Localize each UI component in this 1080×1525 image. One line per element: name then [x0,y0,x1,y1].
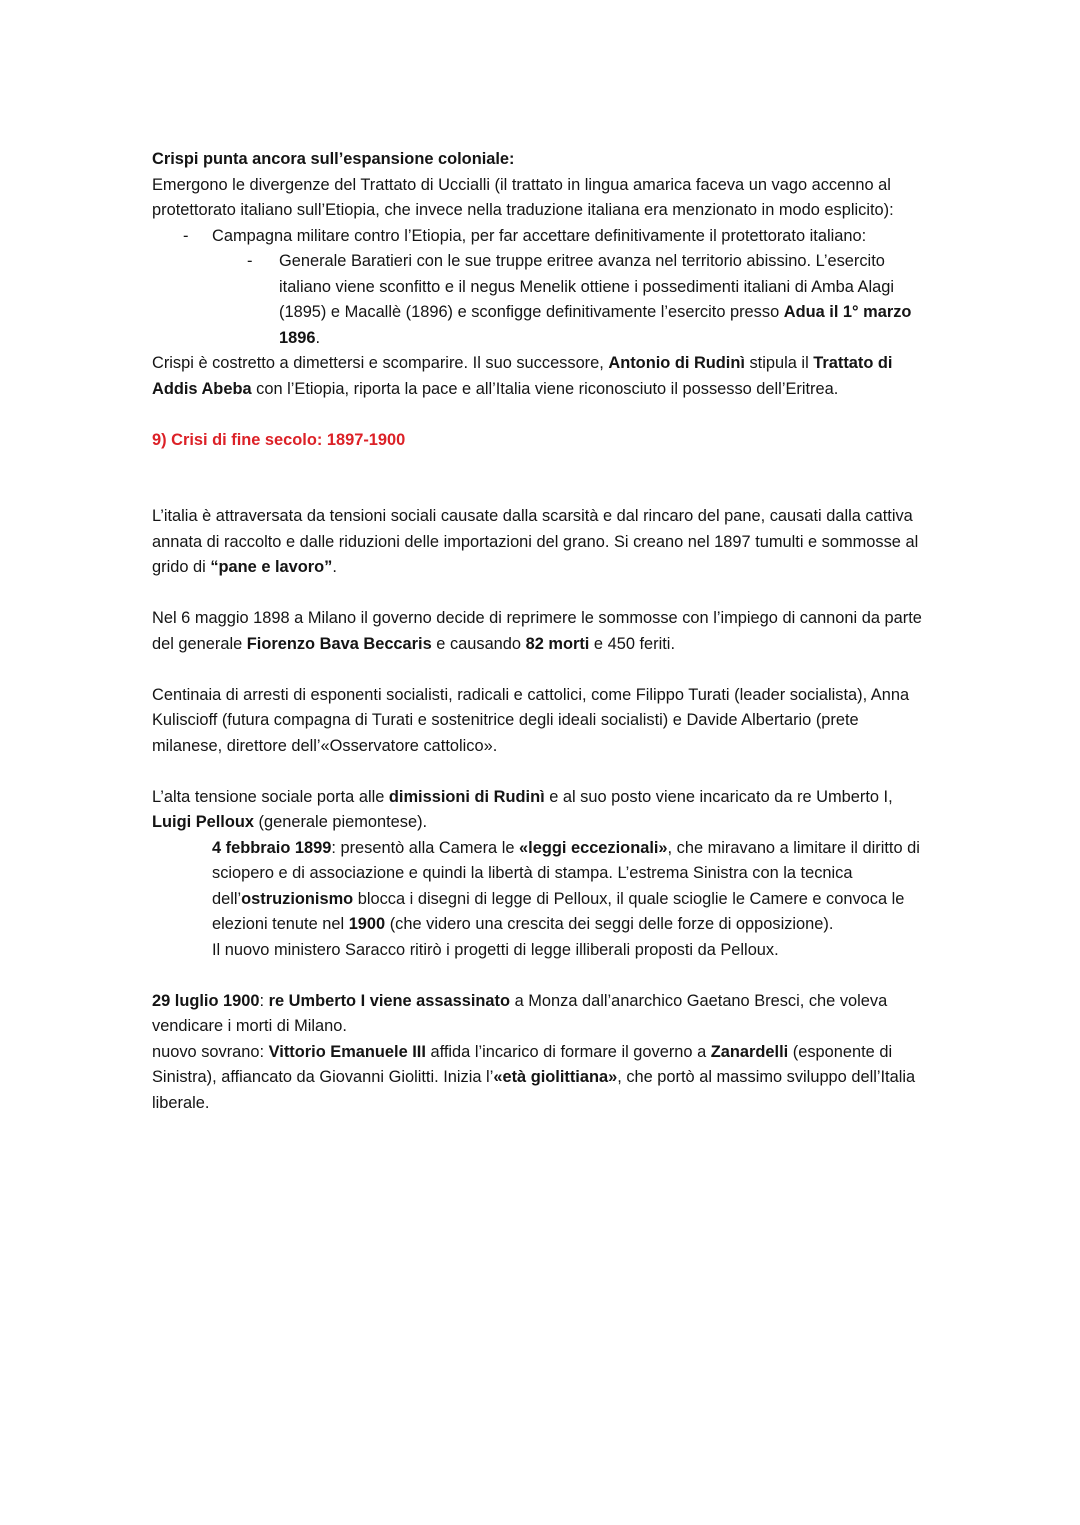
blank-line [152,402,932,428]
paragraph-saracco [212,938,932,964]
text-run-bold: 82 morti [525,634,590,653]
paragraph-uccialli [152,173,932,224]
text-run: , che portò al massimo sviluppo dell’Italia liberale. [152,1068,916,1112]
text-run-bold: «età giolittiana» [493,1068,618,1086]
text-run: L’italia è attraversata da tensioni sociali causate dalla scarsità e dal rincaro del pane, causati dalla cattiva annata di raccolto e dalle riduzioni delle importazioni del grano. Si creano nel 1897 tumulti e sommosse al grido di [152,507,919,576]
text-run-bold: 1900 [348,915,386,933]
paragraph-crispi-heading [152,147,932,173]
text-run-bold: Fiorenzo Bava Beccaris [246,634,432,653]
blank-line [152,581,932,607]
text-run-bold: re Umberto I viene assassinato [268,991,511,1010]
list-dash-marker: - [247,252,253,270]
text-run-bold: dimissioni di Rudinì [388,787,545,806]
text-run-bold: 4 febbraio 1899 [212,838,332,857]
blank-line [152,963,932,989]
paragraph-rudini [152,351,932,402]
list-dash-marker: - [183,226,189,245]
paragraph-leggi-eccezionali [212,836,932,938]
text-run-bold: Crispi punta ancora sull’espansione coloniale: [152,150,515,168]
text-run: , che miravano a limitare il diritto di sciopero e di associazione e quindi la libertà di stampa. L’estrema Sinistra con la tecnica dell’ [212,838,920,908]
text-run: a Monza dall’anarchico Gaetano Bresci, che voleva vendicare i morti di Milano. [152,991,888,1035]
paragraph-tensioni [152,504,932,581]
text-run: e 450 feriti. [589,634,676,653]
text-run-bold: Adua il 1° marzo 1896 [279,303,912,347]
text-run: e causando [431,634,526,653]
text-run: L’alta tensione sociale porta alle [152,787,389,806]
text-run-bold: 29 luglio 1900 [152,991,260,1010]
text-run: blocca i disegni di legge di Pelloux, il quale scioglie le Camere e convoca le elezioni tenute nel [212,889,905,933]
text-run: Campagna militare contro l’Etiopia, per far accettare definitivamente il protettorato italiano: [212,226,867,245]
paragraph-arresti [152,683,932,760]
blank-lines [152,453,932,504]
text-run: (esponente di Sinistra), affiancato da Giovanni Giolitti. Inizia l’ [152,1042,893,1086]
text-run: Il nuovo ministero Saracco ritirò i progetti di legge illiberali proposti da Pelloux. [212,940,779,959]
text-run-bold: Trattato di Addis Abeba [152,354,893,398]
text-run-bold: ostruzionismo [241,889,354,908]
text-run: con l’Etiopia, riporta la pace e all’Italia viene riconosciuto il possesso dell’Eritrea. [251,379,839,398]
text-run-bold: «leggi eccezionali» [519,838,668,857]
text-run-bold: Vittorio Emanuele III [268,1042,426,1061]
text-run-bold: Antonio di Rudinì [608,354,745,372]
list-item-text [279,249,932,351]
text-run: nuovo sovrano: [152,1042,269,1061]
section-heading [152,428,932,454]
text-run: : presentò alla Camera le [331,838,520,857]
text-run: . [315,328,321,347]
paragraph-umberto-assassinato [152,989,932,1040]
list-item-baratieri [152,249,932,351]
paragraph-zanardelli [152,1040,932,1117]
text-run: (che videro una crescita dei seggi delle forze di opposizione). [385,915,834,933]
text-run-bold: Zanardelli [710,1042,789,1061]
text-run: stipula il [744,354,814,372]
text-run: Nel 6 maggio 1898 a Milano il governo decide di reprimere le sommosse con l’impiego di cannoni da parte del generale [152,609,922,653]
paragraph-bava-beccaris [152,606,932,657]
text-run: (generale piemontese). [254,813,428,831]
text-run-bold: Luigi Pelloux [152,813,254,831]
text-run: : [259,991,269,1010]
text-run: Centinaia di arresti di esponenti socialisti, radicali e cattolici, come Filippo Turati (leader socialista), Anna Kuliscioff (futura compagna di Turati e sostenitrice degli ideali socialisti) e Davide Albertario (prete milanese, direttore dell’«Osservatore cattolico». [152,685,910,755]
paragraph-pelloux [152,785,932,836]
text-run: e al suo posto viene incaricato da re Umberto I, [544,787,893,806]
text-run: Crispi è costretto a dimettersi e scomparire. Il suo successore, [152,354,609,372]
blank-line [152,657,932,683]
list-item-campagna [152,224,932,250]
text-run-bold: “pane e lavoro” [210,558,333,576]
text-run: . [332,558,337,576]
text-run: affida l’incarico di formare il governo a [425,1042,711,1061]
text-run-bold-red: 9) Crisi di fine secolo: 1897-1900 [152,430,406,449]
text-run: Generale Baratieri con le sue truppe eritree avanza nel territorio abissino. L’esercito italiano viene sconfitto e il negus Menelik ottiene i possedimenti italiani di Amba Alagi (1895) e Macallè (1896) e sconfigge definitivamente l’esercito presso [279,252,895,321]
text-run: Emergono le divergenze del Trattato di Uccialli (il trattato in lingua amarica faceva un vago accenno al protettorato italiano sull’Etiopia, che invece nella traduzione italiana era menzionato in modo esplicito): [152,175,894,219]
list-item-text [212,224,932,250]
blank-line [152,759,932,785]
